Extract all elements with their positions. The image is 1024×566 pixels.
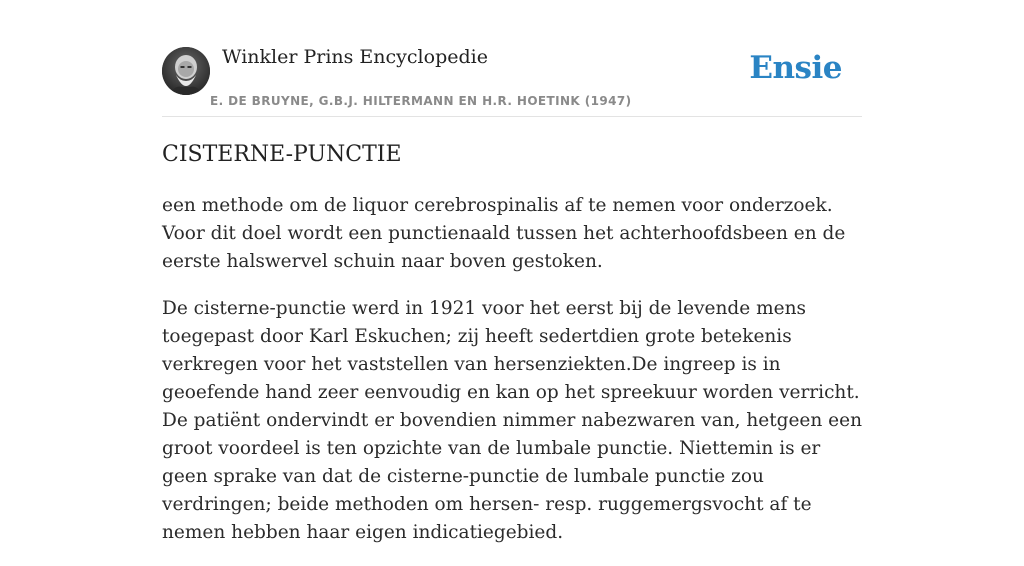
portrait-photo-icon: [162, 47, 210, 95]
source-authors: E. DE BRUYNE, G.B.J. HILTERMANN EN H.R. HOETINK (1947): [210, 94, 632, 108]
entry-title: CISTERNE-PUNCTIE: [162, 142, 402, 167]
entry-paragraph: De cisterne-punctie werd in 1921 voor het eerst bij de levende mens toegepast door Karl Eskuchen; zij heeft sedertdien grote betekenis verkregen voor het vaststellen van hersenziekten.De ingreep is in geoefende hand zeer eenvoudig en kan op het spreekuur worden verricht. De patiënt ondervindt er bovendien nimmer nabezwaren van, hetgeen een groot voordeel is ten opzichte van de lumbale punctie. Niettemin is er geen sprake van dat de cisterne-punctie de lumbale punctie zou verdringen; beide methoden om hersen- resp. ruggemergsvocht af te nemen hebben haar eigen indicatiegebied.: [162, 298, 862, 543]
entry-body: [162, 192, 864, 566]
source-avatar[interactable]: [162, 47, 210, 95]
ensie-logo-link[interactable]: Ensie: [749, 50, 842, 86]
entry-paragraph: een methode om de liquor cerebrospinalis af te nemen voor onderzoek. Voor dit doel wordt een punctienaald tussen het achterhoofdsbeen en de eerste halswervel schuin naar boven gestoken.: [162, 195, 846, 272]
source-title[interactable]: Winkler Prins Encyclopedie: [222, 46, 488, 68]
page: [162, 0, 862, 543]
source-header: [162, 0, 862, 117]
